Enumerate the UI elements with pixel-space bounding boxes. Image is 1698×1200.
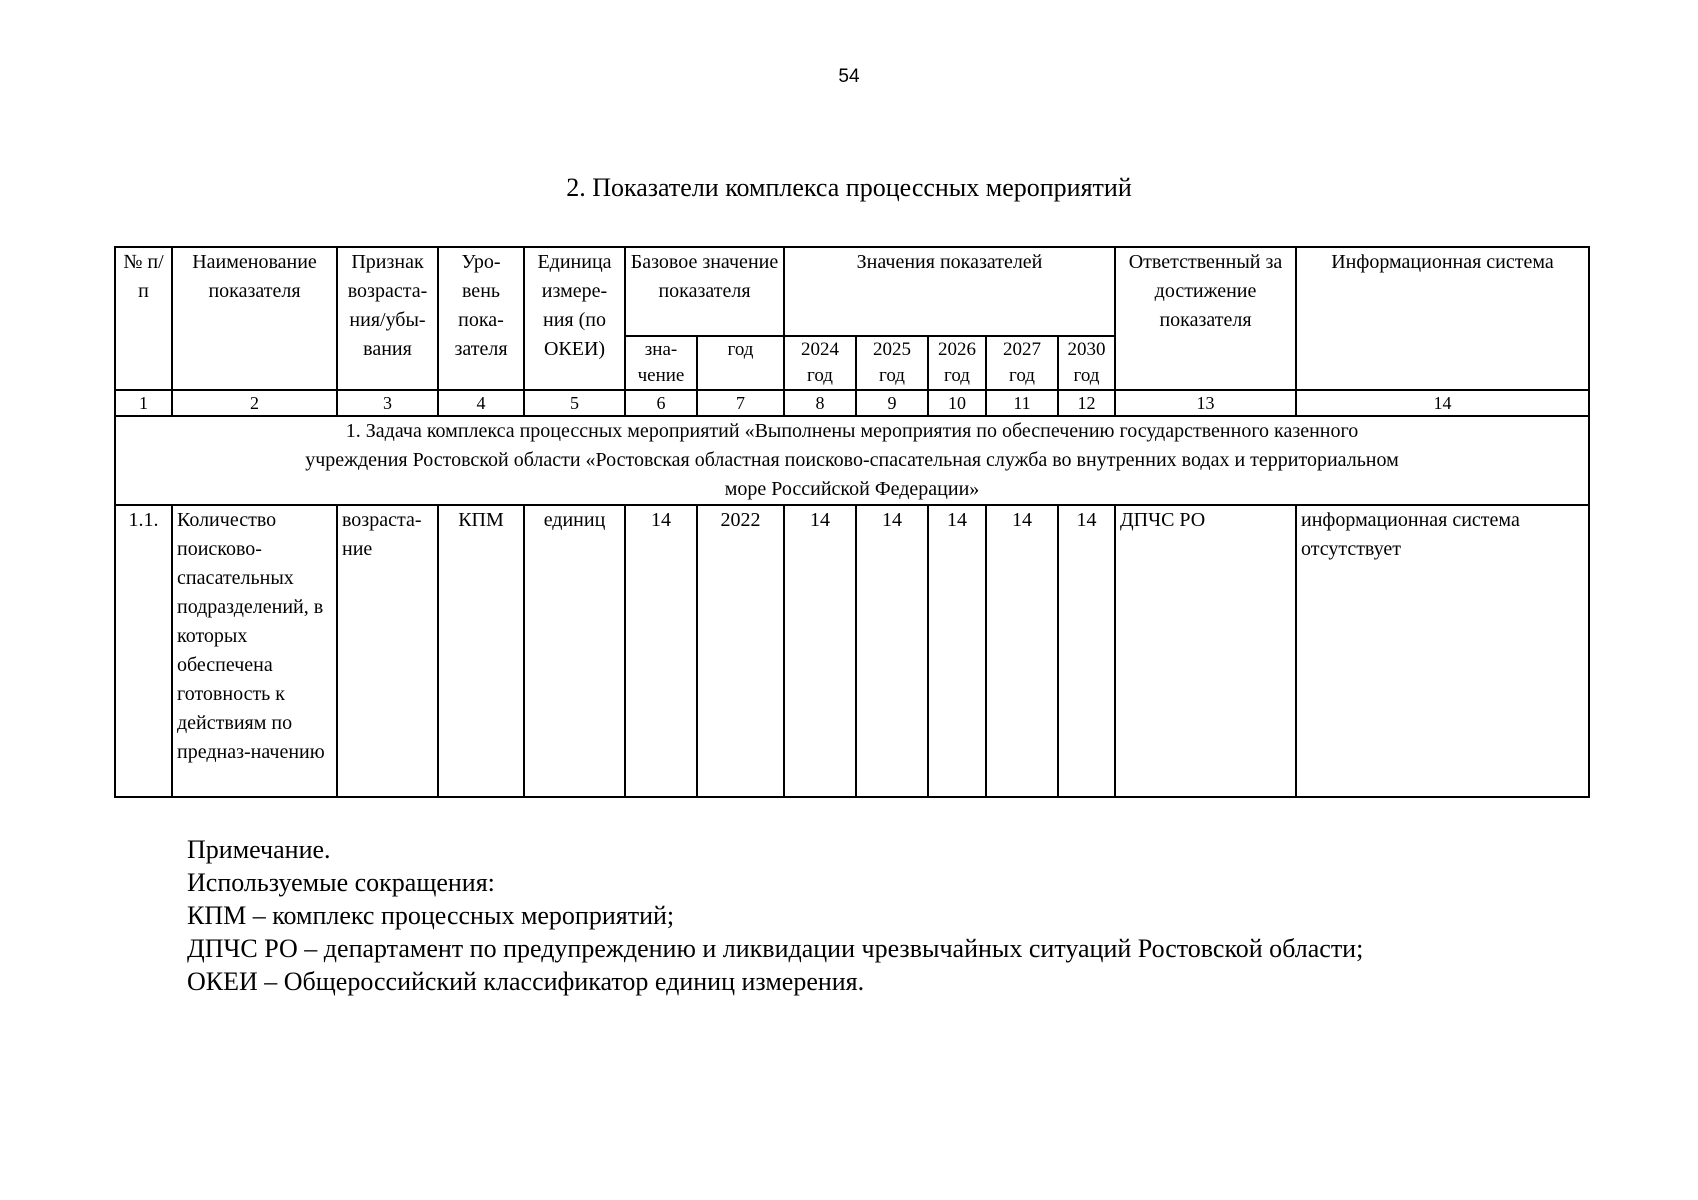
column-number: 5 <box>524 390 625 416</box>
column-number: 1 <box>115 390 172 416</box>
column-numbers-row <box>115 390 1589 416</box>
note-item: ДПЧС РО – департамент по предупреждению и ликвидации чрезвычайных ситуаций Ростовской области; <box>187 934 1364 963</box>
header-year-2024: 2024 год <box>784 336 856 390</box>
row-info-system: информационная система отсутствует <box>1296 505 1589 797</box>
column-number: 14 <box>1296 390 1589 416</box>
column-number: 12 <box>1058 390 1115 416</box>
header-base-year: год <box>697 336 784 390</box>
row-value-2025: 14 <box>856 505 928 797</box>
notes-abbrev-heading: Используемые сокращения: <box>187 868 495 897</box>
header-base: Базовое значение показателя <box>625 247 784 336</box>
column-number: 3 <box>337 390 438 416</box>
row-sign: возраста-ние <box>337 505 438 797</box>
column-number: 13 <box>1115 390 1296 416</box>
header-base-value: зна-чение <box>625 336 697 390</box>
row-value-2024: 14 <box>784 505 856 797</box>
header-info-system: Информационная система <box>1296 247 1589 390</box>
note-item: ОКЕИ – Общероссийский классификатор единиц измерения. <box>187 967 865 996</box>
header-row <box>115 247 1589 336</box>
indicators-table-wrapper <box>114 246 1588 798</box>
note-item: КПМ – комплекс процессных мероприятий; <box>187 901 675 930</box>
header-sign: Признак возраста-ния/убы-вания <box>337 247 438 390</box>
row-num: 1.1. <box>115 505 172 797</box>
row-base-year: 2022 <box>697 505 784 797</box>
column-number: 8 <box>784 390 856 416</box>
notes <box>187 833 1363 998</box>
row-responsible: ДПЧС РО <box>1115 505 1296 797</box>
row-value-2027: 14 <box>986 505 1058 797</box>
header-year-2030: 2030 год <box>1058 336 1115 390</box>
column-number: 4 <box>438 390 524 416</box>
column-number: 10 <box>928 390 986 416</box>
section-row <box>115 416 1589 505</box>
header-responsible: Ответственный за достижение показателя <box>1115 247 1296 390</box>
column-number: 2 <box>172 390 337 416</box>
row-base-value: 14 <box>625 505 697 797</box>
column-number: 11 <box>986 390 1058 416</box>
indicators-table <box>114 246 1590 798</box>
row-unit: единиц <box>524 505 625 797</box>
notes-heading: Примечание. <box>187 835 331 864</box>
header-level: Уро-вень пока-зателя <box>438 247 524 390</box>
header-num: № п/п <box>115 247 172 390</box>
header-values: Значения показателей <box>784 247 1115 336</box>
header-unit: Единица измере-ния (по ОКЕИ) <box>524 247 625 390</box>
header-year-2027: 2027 год <box>986 336 1058 390</box>
column-number: 7 <box>697 390 784 416</box>
column-number: 6 <box>625 390 697 416</box>
row-name: Количество поисково-спасательных подразделений, в которых обеспечена готовность к действиям по предназ-начению <box>172 505 337 797</box>
column-number: 9 <box>856 390 928 416</box>
header-year-2026: 2026 год <box>928 336 986 390</box>
row-value-2026: 14 <box>928 505 986 797</box>
page-number: 54 <box>838 66 860 87</box>
row-value-2030: 14 <box>1058 505 1115 797</box>
section-title: 1. Задача комплекса процессных мероприятий «Выполнены мероприятия по обеспечению государственного казенного учреждения Ростовской области «Ростовская областная поисково-спасательная служба во внутренних водах и территориальном море Российской Федерации» <box>115 416 1589 505</box>
header-year-2025: 2025 год <box>856 336 928 390</box>
table-row <box>115 505 1589 797</box>
header-name: Наименование показателя <box>172 247 337 390</box>
page-title: 2. Показатели комплекса процессных мероприятий <box>566 173 1132 202</box>
row-level: КПМ <box>438 505 524 797</box>
